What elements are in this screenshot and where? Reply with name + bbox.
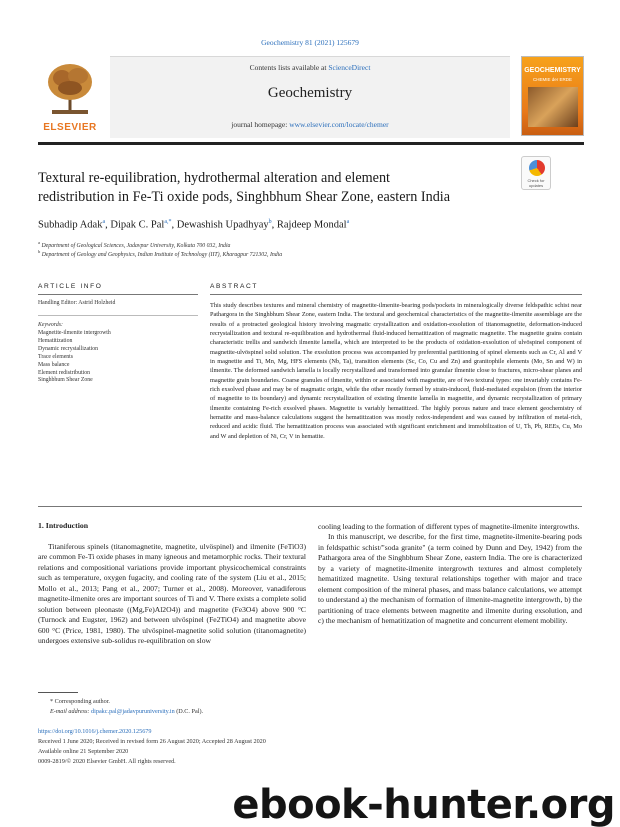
affiliation-marker: a [38, 240, 40, 245]
journal-info-box [110, 56, 510, 138]
journal-header [38, 56, 584, 138]
body-column-left [38, 542, 306, 647]
keywords-label: Keywords: [38, 322, 63, 328]
title-line-2: redistribution in Fe-Ti oxide pods, Singhbhum Shear Zone, eastern India [38, 189, 451, 205]
author-name[interactable]: Subhadip Adak [38, 219, 103, 231]
title-line-1: Textural re-equilibration, hydrothermal alteration and element [38, 170, 390, 186]
abstract-heading: ABSTRACT [210, 283, 258, 290]
author-name[interactable]: Dipak C. Pal [110, 219, 165, 231]
handling-editor: Handling Editor: Astrid Holzheid [38, 300, 116, 306]
available-online-date: Available online 21 September 2020 [38, 748, 129, 755]
keyword-item: Mass balance [38, 361, 70, 368]
footnote-rule [38, 692, 78, 693]
received-dates: Received 1 June 2020; Received in revised form 26 August 2020; Accepted 28 August 2020 [38, 738, 266, 745]
section-heading-introduction: 1. Introduction [38, 521, 89, 530]
affiliation-marker: b [38, 249, 41, 254]
author-affil-marker[interactable]: a [102, 219, 106, 225]
article-info-heading: ARTICLE INFO [38, 283, 103, 290]
keyword-list [38, 330, 188, 385]
intro-paragraph-1: Titaniferous spinels (titanomagnetite, magnetite, ulvöspinel) and ilmenite (FeTiO3) are common Fe-Ti oxide phases in many igneous and metamorphic rocks. Their textural relations and compositional variations provide important physicochemical constraints such as temperature, oxygen fugacity, and cooling rate of the system (Liu et al., 2015; Mollo et al., 2013; Pang et al., 2007; Turner et al., 2008). Moreover, vanadiferous magnetite-ilmenite ores are important sources of Ti and V. There exists a complete solid solution between pleonaste ((Mg,Fe)Al2O4)) and magnetite (Fe3O4) above 900 °C (Turnock and Eugster, 1962) and between ulvöspinel (Fe2TiO4) and magnetite above 600 °C (Price, 1981, 1980). The ulvöspinel-magnetite solid solution (titanomagnetite) undergoes extensive sub-solidus re-equilibration on slow [38, 542, 306, 646]
keyword-item: Element redistribution [38, 369, 90, 376]
affiliation-text: Department of Geology and Geophysics, Indian Institute of Technology (IIT), Kharagpur 721302, India [41, 251, 283, 258]
corresponding-author-note: * Corresponding author. [50, 698, 110, 705]
author-name[interactable]: Dewashish Upadhyay [176, 219, 269, 231]
email-label: E-mail address: [50, 708, 92, 715]
intro-paragraph-continued: cooling leading to the formation of different types of magnetite-ilmenite intergrowths. [318, 522, 580, 531]
contents-prefix: Contents lists available at [249, 63, 329, 72]
check-updates-icon [529, 160, 545, 176]
check-updates-label: Check for updates [527, 178, 545, 188]
header-rule [38, 142, 584, 145]
cover-subtitle: CHEMIE der ERDE [532, 77, 572, 82]
affiliation-text: Department of Geological Sciences, Jadavpur University, Kolkata 700 032, India [41, 242, 231, 249]
journal-title: Geochemistry [267, 85, 353, 101]
author-affil-marker[interactable]: b [268, 219, 272, 225]
homepage-prefix: journal homepage: [231, 120, 290, 129]
article-title [38, 169, 488, 207]
journal-homepage-link[interactable]: www.elsevier.com/locate/chemer [289, 120, 389, 129]
elsevier-logo[interactable] [38, 60, 102, 136]
email-suffix: (D.C. Pal). [174, 708, 204, 715]
check-for-updates-button[interactable] [521, 156, 551, 190]
keyword-item: Trace elements [38, 353, 74, 360]
watermark: ebook-hunter.org [232, 782, 615, 827]
author-affil-marker[interactable]: a,* [164, 219, 172, 225]
author-name[interactable]: Rajdeep Mondal [276, 219, 347, 231]
elsevier-tree-icon [44, 60, 96, 116]
abstract-rule [210, 294, 582, 295]
body-column-right [318, 522, 582, 627]
elsevier-wordmark: ELSEVIER [43, 122, 97, 133]
copyright-notice: 0009-2819/© 2020 Elsevier GmbH. All rights reserved. [38, 758, 176, 765]
contents-line [110, 63, 510, 72]
article-info-divider [38, 315, 198, 316]
abstract-bottom-rule [38, 506, 582, 507]
cover-title: GEOCHEMISTRY [524, 67, 581, 74]
cover-image [528, 87, 578, 127]
journal-reference[interactable]: Geochemistry 81 (2021) 125679 [261, 38, 359, 47]
homepage-line [110, 120, 510, 129]
journal-cover-thumbnail[interactable] [521, 56, 584, 136]
author-email-link[interactable]: dipakc.pal@jadavpuruniversity.in [91, 708, 175, 715]
abstract-text: This study describes textures and mineral chemistry of magnetite-ilmenite-bearing pods/pockets in mineralogically diverse feldspathic schist near Pathargora in the Singhbhum Shear Zone, eastern India. The textural and geochemical characteristics of the magnetite-ilmenite assemblage are the results of a protracted geological history involving magmatic crystallization and oxidation-exsolution of titanomagnetite, deformation-induced recrystallization and textural re-equilibration and hydrothermal fluid-induced hematitization of magmatic magnetite. The magnetite grains contain characteristic trellis and sandwich ilmenite lamella, which are interpreted to be the products of oxidation-exsolution of ulvöspinel component of magnetite-ulvöspinel solid solution. The exsolution process was accompanied by preferential partitioning of spinel elements such as Cr, Al and V in magnetite and Ti, Mn, Mg, HFS elements (Nb, Ta), transition elements (Sc, Co, Cu and Zn) and granitophile elements (Mo, Sn and W) in ilmenite. The deformed sandwich lamella is locally recrystallized and transformed into granular ilmenite close to fractures, micro-shear planes and magnetite grain boundaries. Coarse granules of ilmenite, within or associated with magnetite, are of two textural types: one invariably contains Fe-rich exsolved phase and may be of magmatic origin, while the other mostly formed by strain-induced, fluid-mediated expulsion (from the interior of magnetite to its boundary) and dynamic recrystallization of existing ilmenite lamella in magnetite, and dynamic recrystallization of primary ilmenite containing Fe-rich exsolved phases. Magnetite is variably hematitized. The highly porous nature and trace element geochemistry of hematite and mass-balance calculations suggest the hematitization was mostly redox-independent and was caused by infiltration of metal-rich, reduced and acidic fluid. The hematitization process was associated with significant enrichment and immobilization of U, Th, Pb, REEs, Cu, Mo and W and depletion of Ni, Cr, V in hematite. [210, 302, 582, 440]
keyword-item: Singhbhum Shear Zone [38, 377, 93, 384]
keyword-item: Dynamic recrystallization [38, 345, 99, 352]
article-info-rule [38, 294, 198, 295]
intro-paragraph-2: In this manuscript, we describe, for the first time, magnetite-ilmenite-bearing pods in feldspathic schist/"soda granite" (a term coined by Dunn and Dey, 1942) from the Pathargora area of the Singhbhum Shear Zone, eastern India. The ore is characterized by a variety of magnetite-ilmenite intergrowth textures and almost completely hematitized magnetite. Using textural relationships together with major and trace element composition of the mineral phases, and mass balance calculations, we attempt to understand a) the mechanism of formation of ilmenite-magnetite intergrowth, b) the partitioning of trace elements between magnetite and ilmenite during exsolution, and c) the mechanism of hematitization of magnetite and concurrent element mobility. [318, 532, 582, 626]
affiliation-a [38, 240, 230, 249]
keyword-item: Magnetite-ilmenite intergrowth [38, 330, 111, 336]
email-footnote [50, 708, 203, 715]
doi-link[interactable]: https://doi.org/10.1016/j.chemer.2020.125679 [38, 728, 152, 735]
affiliation-b [38, 249, 282, 258]
sciencedirect-link[interactable]: ScienceDirect [328, 63, 371, 72]
author-list: Subhadip Adak$^a$, Dipak C. Pal$^{a,*}$, Dewashish Upadhyay$^b$, Rajdeep Mondal$^a$ [38, 219, 350, 231]
author-affil-marker[interactable]: a [346, 219, 350, 225]
keyword-item: Hematitization [38, 337, 73, 344]
